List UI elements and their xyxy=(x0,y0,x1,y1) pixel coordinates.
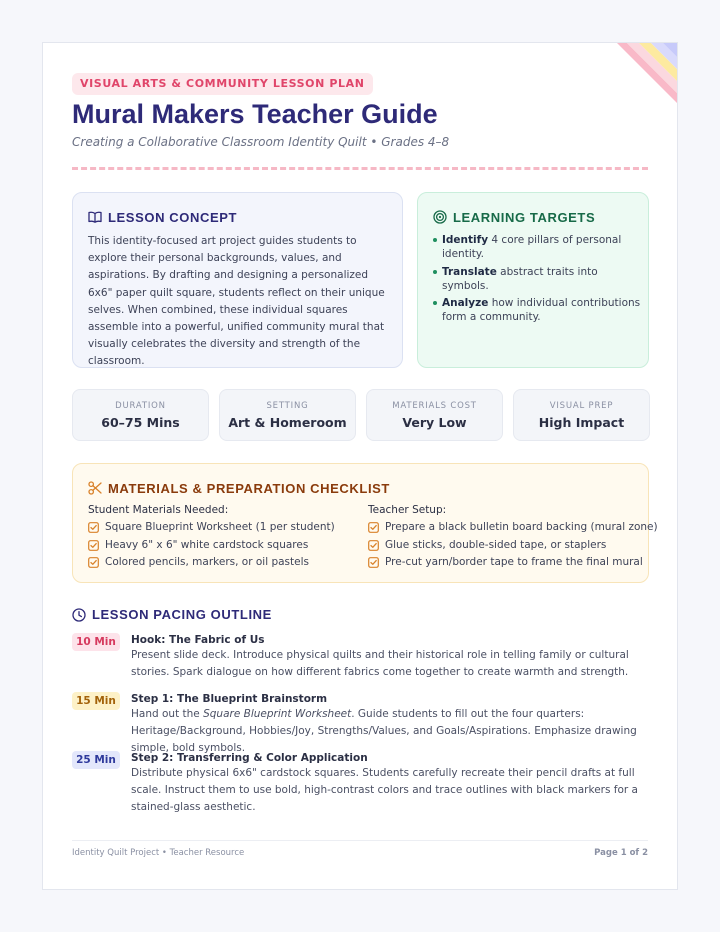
time-badge: 10 Min xyxy=(72,633,120,651)
lesson-plan-page xyxy=(42,42,678,890)
step-title: Step 2: Transferring & Color Application xyxy=(131,752,368,764)
page-subtitle: Creating a Collaborative Classroom Identity Quilt • Grades 4–8 xyxy=(72,135,450,149)
category-tag: VISUAL ARTS & COMMUNITY LESSON PLAN xyxy=(72,73,373,95)
step-description: Present slide deck. Introduce physical quilts and their historical role in telling family or cultural stories. Spark dialogue on how different fabrics come together to create warmth and strength. xyxy=(131,649,629,679)
stat-setting: SETTING Art & Homeroom xyxy=(219,389,356,441)
teacher-setup-column xyxy=(368,504,658,574)
stat-materials-cost: MATERIALS COST Very Low xyxy=(366,389,503,441)
checkbox-checked-icon xyxy=(88,557,99,568)
stat-duration: DURATION 60–75 Mins xyxy=(72,389,209,441)
checklist-item: Prepare a black bulletin board backing (mural zone) xyxy=(368,521,658,534)
pacing-title: LESSON PACING OUTLINE xyxy=(92,607,272,622)
learning-target-item: Identify 4 core pillars of personal identity. xyxy=(433,233,641,261)
checklist-item: Glue sticks, double-sided tape, or staplers xyxy=(368,539,658,552)
checkbox-checked-icon xyxy=(368,522,379,533)
checklist-item: Pre-cut yarn/border tape to frame the final mural xyxy=(368,556,658,569)
materials-heading xyxy=(88,480,390,496)
step-title: Step 1: The Blueprint Brainstorm xyxy=(131,693,328,705)
checkbox-checked-icon xyxy=(88,522,99,533)
materials-title: MATERIALS & PREPARATION CHECKLIST xyxy=(108,480,390,496)
teacher-setup-title: Teacher Setup: xyxy=(368,504,447,516)
checkbox-checked-icon xyxy=(88,540,99,551)
header-divider xyxy=(72,167,648,170)
time-badge: 15 Min xyxy=(72,692,120,710)
time-badge: 25 Min xyxy=(72,751,120,769)
footer-source: Identity Quilt Project • Teacher Resource xyxy=(72,848,245,858)
checkbox-checked-icon xyxy=(368,557,379,568)
lesson-concept-title: LESSON CONCEPT xyxy=(108,209,238,225)
student-materials-column xyxy=(88,504,335,574)
learning-targets-list xyxy=(433,233,641,328)
materials-checklist-card xyxy=(72,463,658,583)
lesson-concept-text: This identity-focused art project guides students to explore their personal backgrounds, values, and aspirations. By drafting and designing a personalized 6x6" paper quilt square, students reflect on their unique selves. When combined, these individual squares assemble into a powerful, unified community mural that visually celebrates the diversity and strength of the classroom. xyxy=(88,235,385,368)
checklist-item: Heavy 6" x 6" white cardstock squares xyxy=(88,539,335,552)
corner-stripes-decoration xyxy=(617,43,677,103)
step-description: Hand out the Square Blueprint Worksheet. Guide students to fill out the four quarters: Heritage/Background, Hobbies/Joy, Strengths/Values, and Goals/Aspirations. Emphasize drawing simple, bold symbols. xyxy=(131,708,637,755)
page-number: Page 1 of 2 xyxy=(594,848,648,858)
learning-target-item: Analyze how individual contributions form a community. xyxy=(433,296,641,324)
learning-targets-heading xyxy=(433,209,595,225)
learning-targets-title: LEARNING TARGETS xyxy=(453,209,596,225)
target-icon xyxy=(433,210,447,224)
checklist-item: Colored pencils, markers, or oil pastels xyxy=(88,556,335,569)
lesson-concept-heading xyxy=(88,209,237,225)
step-description: Distribute physical 6x6" cardstock squares. Students carefully recreate their pencil drafts at full scale. Instruct them to use bold, high-contrast colors and trace outlines with black markers for a stained-glass aesthetic. xyxy=(131,767,638,814)
student-materials-title: Student Materials Needed: xyxy=(88,504,229,516)
scissors-icon xyxy=(88,481,102,495)
stat-visual-prep: VISUAL PREP High Impact xyxy=(513,389,650,441)
learning-targets-card xyxy=(417,192,649,368)
pacing-heading xyxy=(72,606,272,623)
step-title: Hook: The Fabric of Us xyxy=(131,634,265,646)
book-icon xyxy=(88,211,102,223)
clock-icon xyxy=(72,608,86,622)
checkbox-checked-icon xyxy=(368,540,379,551)
footer-divider xyxy=(72,840,648,841)
lesson-concept-card xyxy=(72,192,403,368)
page-title: Mural Makers Teacher Guide xyxy=(72,99,438,129)
checklist-item: Square Blueprint Worksheet (1 per student) xyxy=(88,521,335,534)
learning-target-item: Translate abstract traits into symbols. xyxy=(433,265,641,293)
